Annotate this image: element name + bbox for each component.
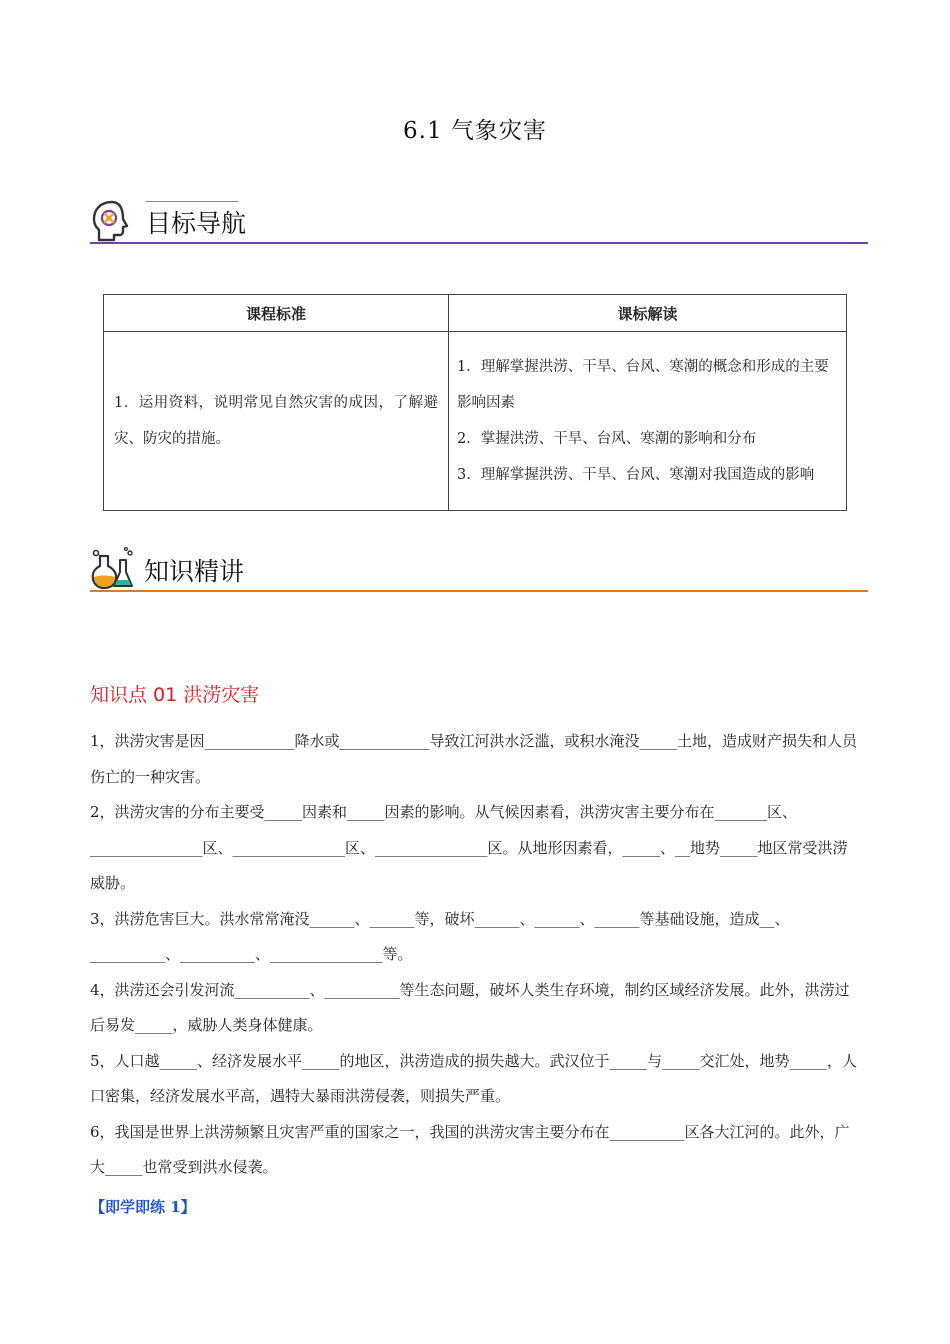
table-header-interpretation: 课标解读 (449, 295, 847, 332)
fill-in-line: 6，我国是世界上洪涝频繁且灾害严重的国家之一，我国的洪涝灾害主要分布在__________区各大江河的。此外，广大_____也常受到洪水侵袭。 (90, 1122, 850, 1176)
section-knowledge-header (90, 546, 868, 606)
table-header-standard: 课程标准 (104, 295, 449, 332)
section-knowledge-rule (90, 590, 868, 592)
fill-in-line: 4，洪涝还会引发河流__________、__________等生态问题，破坏人类生存环境，制约区域经济发展。此外，洪涝过后易发_____，威胁人类身体健康。 (90, 980, 850, 1034)
fill-in-line: 3，洪涝危害巨大。洪水常常淹没______、______等，破坏______、______、______等基础设施，造成__、__________、__________、_______________等。 (90, 909, 790, 963)
knowledge-point-title: 知识点 01 洪涝灾害 (90, 684, 260, 706)
interpretation-item: 1．理解掌握洪涝、干旱、台风、寒潮的概念和形成的主要影响因素 (457, 359, 829, 411)
page-title: 6.1 气象灾害 (403, 118, 547, 144)
interpretation-item: 2．掌握洪涝、干旱、台风、寒潮的影响和分布 (457, 431, 757, 447)
practice-label: 【即学即练 1】 (90, 1198, 196, 1216)
section-goal-rule (90, 242, 868, 244)
curriculum-table (103, 294, 847, 511)
table-cell-standard: 1．运用资料，说明常见自然灾害的成因，了解避灾、防灾的措施。 (104, 332, 449, 511)
knowledge-point-body (90, 724, 862, 1186)
interpretation-item: 3．理解掌握洪涝、干旱、台风、寒潮对我国造成的影响 (457, 467, 815, 483)
section-goal-header (90, 198, 868, 258)
flask-icon (90, 546, 134, 592)
table-cell-interpretation (449, 332, 847, 511)
section-goal-title: 目标导航 (146, 209, 247, 238)
fill-in-line: 5，人口越_____、经济发展水平_____的地区，洪涝造成的损失越大。武汉位于_____与_____交汇处，地势_____，人口密集，经济发展水平高，遇特大暴雨洪涝侵袭，则损失严重。 (90, 1051, 858, 1105)
fill-in-line: 2，洪涝灾害的分布主要受_____因素和_____因素的影响。从气候因素看，洪涝灾害主要分布在_______区、_______________区、_______________区、_______________区。从地形因素看，_____、__地势_____地区常受洪涝威胁。 (90, 803, 848, 892)
section-knowledge-title: 知识精讲 (144, 557, 245, 586)
brain-gear-icon (90, 198, 134, 244)
fill-in-line: 1，洪涝灾害是因____________降水或____________导致江河洪水泛滥，或积水淹没_____土地，造成财产损失和人员伤亡的一种灾害。 (90, 732, 858, 786)
